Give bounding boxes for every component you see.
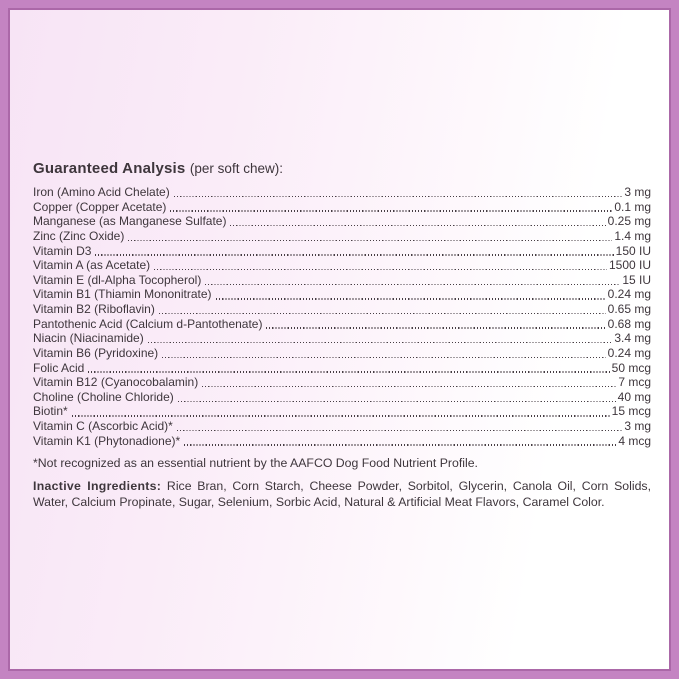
dot-leader — [202, 375, 616, 390]
analysis-row — [33, 361, 651, 376]
dot-leader — [177, 419, 622, 434]
analysis-row — [33, 419, 651, 434]
dot-leader — [205, 273, 620, 288]
inactive-ingredients — [33, 479, 651, 510]
analysis-row — [33, 214, 651, 229]
analysis-row — [33, 434, 651, 449]
nutrient-value: 15 IU — [622, 272, 651, 287]
analysis-row — [33, 258, 651, 273]
dot-leader — [170, 200, 612, 215]
nutrient-value: 40 mg — [617, 389, 651, 404]
nutrient-label: Zinc (Zinc Oxide) — [33, 228, 125, 243]
nutrient-label: Vitamin D3 — [33, 243, 92, 258]
nutrient-value: 3 mg — [624, 185, 651, 199]
analysis-row — [33, 317, 651, 332]
nutrient-label: Copper (Copper Acetate) — [33, 199, 167, 214]
label-background — [8, 8, 671, 671]
analysis-row — [33, 244, 651, 259]
guaranteed-analysis-heading — [33, 160, 651, 178]
nutrient-value: 0.68 mg — [607, 316, 651, 331]
dot-leader — [230, 214, 605, 229]
nutrient-value: 150 IU — [615, 243, 651, 258]
analysis-row — [33, 404, 651, 419]
nutrient-value: 3 mg — [624, 419, 651, 433]
nutrient-value: 0.25 mg — [607, 214, 651, 229]
aafco-footnote: *Not recognized as an essential nutrient by the AAFCO Dog Food Nutrient Profile. — [33, 456, 478, 471]
nutrient-value: 3.4 mg — [614, 331, 651, 346]
nutrient-value: 1.4 mg — [614, 228, 651, 243]
analysis-row — [33, 390, 651, 405]
nutrient-label: Biotin* — [33, 404, 68, 419]
nutrient-value: 1500 IU — [608, 258, 651, 273]
nutrient-label: Vitamin B2 (Riboflavin) — [33, 302, 155, 316]
analysis-row — [33, 185, 651, 200]
analysis-row — [33, 302, 651, 317]
nutrient-value: 0.24 mg — [607, 287, 651, 302]
nutrient-label: Vitamin B12 (Cyanocobalamin) — [33, 375, 199, 390]
dot-leader — [128, 229, 612, 244]
dot-leader — [88, 361, 609, 376]
analysis-row — [33, 229, 651, 244]
nutrient-label: Vitamin E (dl-Alpha Tocopherol) — [33, 272, 202, 287]
dot-leader — [154, 258, 607, 273]
inactive-ingredients-label: Inactive Ingredients: — [33, 479, 162, 494]
analysis-row — [33, 287, 651, 302]
analysis-rows — [33, 185, 651, 448]
nutrient-label: Vitamin C (Ascorbic Acid)* — [33, 419, 173, 433]
nutrient-label: Manganese (as Manganese Sulfate) — [33, 214, 227, 229]
nutrient-label: Pantothenic Acid (Calcium d-Pantothenate) — [33, 316, 263, 331]
dot-leader — [95, 244, 613, 259]
nutrient-label: Choline (Choline Chloride) — [33, 389, 174, 404]
dot-leader — [72, 404, 610, 419]
nutrient-value: 15 mcg — [611, 404, 651, 419]
nutrient-label: Folic Acid — [33, 360, 85, 375]
inactive-ingredients-text: Rice Bran, Corn Starch, Cheese Powder, Sorbitol, Glycerin, Canola Oil, Corn Solids, Water, Calcium Propinate, Sugar, Selenium, Sorbic Acid, Natural & Artificial Meat Flavors, Caramel Color. — [33, 479, 651, 509]
dot-leader — [216, 287, 606, 302]
nutrient-label: Vitamin B1 (Thiamin Mononitrate) — [33, 287, 212, 302]
analysis-row — [33, 375, 651, 390]
analysis-row — [33, 200, 651, 215]
dot-leader — [162, 346, 605, 361]
nutrient-value: 4 mcg — [618, 433, 651, 448]
nutrient-label: Vitamin B6 (Pyridoxine) — [33, 345, 159, 360]
nutrient-value: 50 mcg — [611, 360, 651, 375]
nutrient-value: 0.24 mg — [607, 345, 651, 360]
dot-leader — [174, 185, 623, 200]
dot-leader — [148, 331, 613, 346]
nutrient-label: Vitamin A (as Acetate) — [33, 258, 151, 273]
nutrient-value: 0.65 mg — [607, 302, 651, 316]
analysis-row — [33, 273, 651, 288]
dot-leader — [184, 434, 616, 449]
nutrient-value: 0.1 mg — [614, 199, 651, 214]
analysis-row — [33, 331, 651, 346]
dot-leader — [159, 302, 606, 317]
nutrient-label: Vitamin K1 (Phytonadione)* — [33, 433, 181, 448]
dot-leader — [266, 317, 605, 332]
nutrient-label: Niacin (Niacinamide) — [33, 331, 144, 346]
nutrient-label: Iron (Amino Acid Chelate) — [33, 185, 170, 199]
dot-leader — [178, 390, 616, 405]
analysis-row — [33, 346, 651, 361]
nutrient-value: 7 mcg — [618, 375, 651, 390]
per-soft-chew-label: (per soft chew): — [189, 161, 283, 176]
guaranteed-analysis-title: Guaranteed Analysis — [33, 160, 186, 177]
